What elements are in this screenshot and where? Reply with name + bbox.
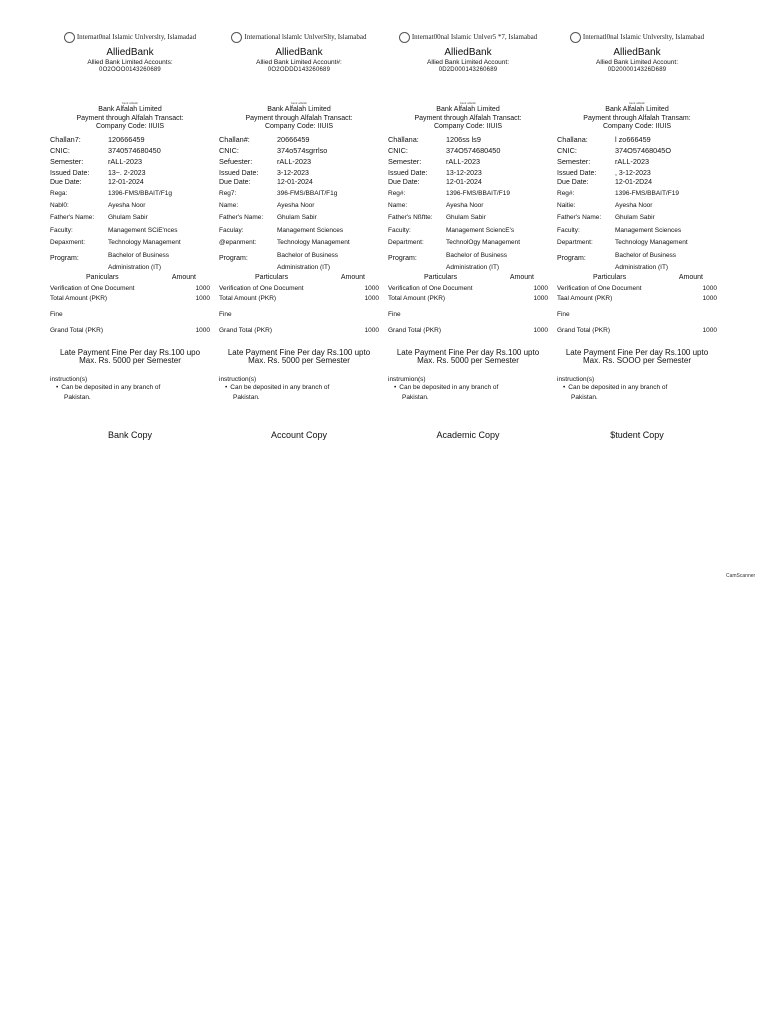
fee-line-item xyxy=(219,284,379,294)
grand-total-line xyxy=(50,326,210,336)
fee-item-label: Verification of One Document xyxy=(219,285,304,293)
fee-item-label: Verification of One Document xyxy=(557,285,642,293)
issued-row xyxy=(219,169,379,178)
cnic-value: 374O574680450 xyxy=(446,145,501,155)
fee-table-header xyxy=(219,274,379,281)
fee-table-header xyxy=(388,274,548,281)
semester-value: rALL-2023 xyxy=(615,156,650,166)
fee-item-amount: 1000 xyxy=(533,285,548,293)
university-heading: Internat00nal Islamic Unlver5 *7, Islamabad xyxy=(388,32,548,43)
challan-label: Challan7: xyxy=(50,134,81,144)
bank-alfalah-logo: bank alfalah xyxy=(290,101,308,105)
semester-row xyxy=(388,156,548,167)
grand-total-label: Grand Total (PKR) xyxy=(557,327,610,335)
university-heading: Internat0nal Islamic Unlverslty, Islamadad xyxy=(50,32,210,43)
total-label: Total Amount (PKR) xyxy=(219,295,277,303)
challan-row xyxy=(50,134,210,145)
university-heading: International lslamlc UnlverSlty, Islamabad xyxy=(219,32,379,43)
instruction-item: • Can be deposited in any branch of Pakistan. xyxy=(56,383,161,401)
reg-value: 396-FMS/BBAIT/F1g xyxy=(277,189,338,197)
issued-label: Issued Date: xyxy=(557,170,597,178)
father-row xyxy=(50,212,210,224)
name-label: Naitie: xyxy=(557,202,576,209)
alfalah-line-3: Company Code: IIUIS xyxy=(264,123,334,130)
cnic-row xyxy=(557,145,717,156)
program-value: Bachelor of Business Administration (IT) xyxy=(108,251,170,271)
due-label: Due Date: xyxy=(388,179,420,187)
bank-alfalah-logo: bank alfalah xyxy=(628,101,646,105)
fine-line xyxy=(557,310,717,320)
late-fine-note: Late Payment Fine Per day Rs.100 upto Max. Rs. 5000 per Semester xyxy=(227,347,371,365)
due-value: 12-01-2D24 xyxy=(615,179,652,187)
father-value: Ghulam Sabir xyxy=(446,214,486,222)
account-label: Allied Bank Limited Accounts: xyxy=(87,59,173,66)
faculty-label: Faculty: xyxy=(50,226,73,234)
program-label: Program: xyxy=(388,254,417,262)
faculty-value: Management SciencE's xyxy=(446,226,515,234)
department-row xyxy=(50,236,210,248)
amount-header: Amount xyxy=(509,273,534,281)
alfalah-line-2: Payment through Alfalah Transact: xyxy=(245,114,353,122)
grand-total-amount: 1000 xyxy=(364,327,379,335)
grand-total-line xyxy=(557,326,717,336)
challan-copy xyxy=(219,30,379,440)
grand-total-label: Grand Total (PKR) xyxy=(219,327,272,335)
program-label: Program: xyxy=(557,254,586,262)
challan-copy xyxy=(557,30,717,440)
department-row xyxy=(388,236,548,248)
instruction-item: • Can be deposited in any branch of Pakistan. xyxy=(394,383,499,401)
father-value: Ghulam Sabir xyxy=(277,214,317,222)
account-label: Allied Bank Limited Account#: xyxy=(256,59,342,66)
faculty-label: Faculty: xyxy=(388,226,411,234)
due-row xyxy=(388,178,548,187)
father-label: Father's Name: xyxy=(219,214,264,222)
due-label: Due Date: xyxy=(219,179,251,187)
program-row xyxy=(557,250,717,274)
faculty-value: Management SCiE'nces xyxy=(108,226,178,234)
reg-row xyxy=(557,187,717,199)
grand-total-line xyxy=(219,326,379,336)
alfalah-block xyxy=(219,106,379,132)
fee-line-item xyxy=(50,284,210,294)
name-row xyxy=(557,199,717,211)
issued-label: Issued Date: xyxy=(219,170,259,178)
name-row xyxy=(219,199,379,211)
bullet-icon: • xyxy=(563,383,566,391)
reg-row xyxy=(50,187,210,199)
alfalah-line-3: Company Code: IIUIS xyxy=(95,123,165,130)
account-label: Allied Bank Limited Account: xyxy=(426,59,510,66)
bullet-icon: • xyxy=(394,383,397,391)
fine-line xyxy=(219,310,379,320)
fine-line xyxy=(388,310,548,320)
challan-label: Chällana: xyxy=(388,134,419,144)
faculty-label: Faculty: xyxy=(557,226,580,234)
semester-label: Semester: xyxy=(557,156,591,166)
challan-value: 20666459 xyxy=(277,134,310,144)
father-row xyxy=(219,212,379,224)
alfalah-line-2: Payment through Alfalah Transact: xyxy=(76,114,184,122)
department-value: Technology Management xyxy=(108,238,181,246)
semester-row xyxy=(219,156,379,167)
fee-line-item xyxy=(388,284,548,294)
university-crest-icon xyxy=(570,32,581,43)
faculty-label: Faculay: xyxy=(219,226,244,234)
instructions-label: instruction(s) xyxy=(557,375,595,383)
name-value: Ayesha Noor xyxy=(615,202,653,209)
fine-label: Fine xyxy=(219,311,232,319)
father-row xyxy=(557,212,717,224)
challan-fields xyxy=(557,134,717,274)
father-label: Father's Name: xyxy=(557,214,602,222)
alfalah-line-1: Bank Alfalah Limited xyxy=(605,106,669,113)
reg-row xyxy=(388,187,548,199)
late-fine-note: Late Payment Fine Per day Rs.100 upto Max. Rs. SOOO per Semester xyxy=(565,347,709,365)
cnic-label: CNIC: xyxy=(388,145,408,155)
amount-header: Amount xyxy=(678,273,703,281)
fee-item-amount: 1000 xyxy=(195,285,210,293)
challan-label: Challan#: xyxy=(219,134,250,144)
fee-item-label: Verificafion of One Document xyxy=(388,285,473,293)
challan-row xyxy=(557,134,717,145)
issued-label: Issued Date: xyxy=(388,170,428,178)
grand-total-amount: 1000 xyxy=(702,327,717,335)
issued-value: 13~. 2-2023 xyxy=(108,170,146,178)
challan-value: l zo666459 xyxy=(615,134,651,144)
fine-line xyxy=(50,310,210,320)
issued-value: , 3-12-2023 xyxy=(615,170,651,178)
total-line xyxy=(388,294,548,304)
department-label: @epanment: xyxy=(219,238,257,246)
late-fine-note: Late Payment Fine Per day Rs.100 upto Max. Rs. 5000 per Semester xyxy=(396,347,540,365)
particulars-header: Particulars xyxy=(424,273,458,281)
alfalah-line-1: Bank Alfalah Limited xyxy=(436,106,500,113)
department-label: Department: xyxy=(557,238,593,246)
name-value: Ayesha Noor xyxy=(277,202,315,209)
total-amount: 1000 xyxy=(702,295,717,303)
alfalah-block xyxy=(557,106,717,132)
name-label: Nabl0: xyxy=(50,202,69,209)
total-amount: 1000 xyxy=(533,295,548,303)
amount-header: Amount xyxy=(340,273,365,281)
department-label: Department: xyxy=(388,238,424,246)
challan-copy xyxy=(50,30,210,440)
semester-label: Semester: xyxy=(50,156,84,166)
challan-copy xyxy=(388,30,548,440)
reg-label: Reg7: xyxy=(219,189,237,197)
account-number: 0D2000014326D689 xyxy=(607,67,667,73)
alfalah-line-2: Payment through Alfalah Transam: xyxy=(583,114,691,122)
alfalah-line-1: Bank Alfalah Limited xyxy=(98,106,162,113)
semester-row xyxy=(557,156,717,167)
instructions-label: instruction(s) xyxy=(219,375,257,383)
alfalah-line-2: Payment through Alfalah Transact: xyxy=(414,114,522,122)
department-label: Depaxment: xyxy=(50,238,86,246)
cnic-row xyxy=(50,145,210,156)
faculty-row xyxy=(50,224,210,236)
challan-fields xyxy=(219,134,379,274)
alfalah-line-3: Company Code: IIUIS xyxy=(602,123,672,130)
cnic-row xyxy=(219,145,379,156)
due-value: 12-01-2024 xyxy=(446,179,482,187)
department-value: Technology Management xyxy=(615,238,688,246)
fee-item-label: Verification of One Document xyxy=(50,285,135,293)
faculty-row xyxy=(557,224,717,236)
issued-row xyxy=(388,169,548,178)
late-fine-note: Late Payment Fine Per day Rs.100 upo Max. Rs. 5000 per Semester xyxy=(59,347,201,365)
cnic-label: CNIC: xyxy=(219,145,239,155)
fee-item-amount: 1000 xyxy=(364,285,379,293)
program-row xyxy=(50,250,210,274)
semester-label: Sefuester: xyxy=(219,156,253,166)
copy-title: Bank Copy xyxy=(107,429,153,440)
reg-label: Reg#: xyxy=(557,189,575,197)
challan-value: 120666459 xyxy=(108,134,145,144)
challan-label: Challana: xyxy=(557,134,588,144)
amount-header: Amount xyxy=(171,273,196,281)
program-row xyxy=(388,250,548,274)
program-row xyxy=(219,250,379,274)
instructions-label: instrumion(s) xyxy=(388,375,426,383)
fine-label: Fine xyxy=(50,311,63,319)
semester-value: rALL-2023 xyxy=(277,156,312,166)
department-row xyxy=(557,236,717,248)
instruction-item: • Can be deposited in any branch of Pakistan. xyxy=(225,383,330,401)
copy-title: Account Copy xyxy=(270,429,328,440)
bank-name: AlliedBank xyxy=(613,47,661,58)
grand-total-amount: 1000 xyxy=(533,327,548,335)
instructions-label: instruction(s) xyxy=(50,375,88,383)
name-row xyxy=(388,199,548,211)
total-amount: 1000 xyxy=(364,295,379,303)
account-number: 0D2D000143260689 xyxy=(438,67,498,73)
scanner-watermark: CamScanner xyxy=(726,573,756,579)
program-label: Program: xyxy=(50,254,79,262)
semester-value: rALL-2023 xyxy=(446,156,481,166)
department-value: Technology Management xyxy=(277,238,350,246)
alfalah-block xyxy=(388,106,548,132)
grand-total-label: Grand Total (PKR) xyxy=(50,327,103,335)
issued-label: Issued Date: xyxy=(50,170,90,178)
particulars-header: Paniculars xyxy=(86,273,119,281)
account-label: Allied Bank Limited Account: xyxy=(595,59,679,66)
program-label: Program: xyxy=(219,254,248,262)
cnic-value: 374o574sgrrlso xyxy=(277,145,328,155)
challan-row xyxy=(388,134,548,145)
department-value: TechnolOgy Management xyxy=(446,238,521,246)
particulars-header: Particulars xyxy=(593,273,627,281)
faculty-value: Management Sciences xyxy=(277,226,344,234)
due-row xyxy=(50,178,210,187)
reg-label: Rega: xyxy=(50,189,68,197)
university-crest-icon xyxy=(399,32,410,43)
cnic-label: CNIC: xyxy=(50,145,70,155)
bank-name: AlliedBank xyxy=(275,47,323,58)
due-value: 12-01-2024 xyxy=(108,179,144,187)
father-label: Father's Name: xyxy=(50,214,95,222)
semester-label: Semester: xyxy=(388,156,422,166)
challan-value: 1206ss ls9 xyxy=(446,134,481,144)
reg-value: 1396-FMS/BBAIT/F1g xyxy=(108,189,172,197)
faculty-value: Management Sciences xyxy=(615,226,682,234)
due-label: Due Date: xyxy=(50,179,82,187)
due-value: 12-01-2024 xyxy=(277,179,313,187)
particulars-header: Particulars xyxy=(255,273,289,281)
name-label: Name: xyxy=(219,202,239,209)
fee-item-amount: 1000 xyxy=(702,285,717,293)
challan-fields xyxy=(388,134,548,274)
father-value: Ghulam Sabir xyxy=(108,214,148,222)
copy-title: $tudent Copy xyxy=(610,429,664,440)
account-number: 0O2OOO0143260689 xyxy=(99,67,161,73)
total-label: Taal Amount (PKR) xyxy=(557,295,613,303)
father-value: Ghulam Sabir xyxy=(615,214,655,222)
alfalah-block xyxy=(50,106,210,132)
bank-alfalah-logo: bank alfalah xyxy=(459,101,477,105)
issued-value: 13-12-2023 xyxy=(446,170,482,178)
bank-alfalah-logo: bank alfalah xyxy=(121,101,139,105)
cnic-label: CNIC: xyxy=(557,145,577,155)
program-value: Bachelor of Business Administration (IT) xyxy=(446,251,508,271)
total-line xyxy=(219,294,379,304)
department-row xyxy=(219,236,379,248)
due-label: Due Date: xyxy=(557,179,589,187)
program-value: Bachelor of Business Administration (IT) xyxy=(615,251,677,271)
fee-line-item xyxy=(557,284,717,294)
cnic-row xyxy=(388,145,548,156)
fine-label: Fine xyxy=(388,311,401,319)
total-line xyxy=(557,294,717,304)
challan-row xyxy=(219,134,379,145)
fee-table-header xyxy=(557,274,717,281)
reg-value: 1396-FMS/BBAIT/F19 xyxy=(446,189,510,197)
grand-total-amount: 1000 xyxy=(195,327,210,335)
program-value: Bachelor of Business Administration (IT) xyxy=(277,251,339,271)
bullet-icon: • xyxy=(225,383,228,391)
bank-name: AlliedBank xyxy=(444,47,492,58)
university-crest-icon xyxy=(64,32,75,43)
reg-value: 1396-FMS/BBAIT/F19 xyxy=(615,189,679,197)
cnic-value: 3740574680450 xyxy=(108,145,161,155)
alfalah-line-3: Company Code: IIUIS xyxy=(433,123,503,130)
name-label: Name: xyxy=(388,202,408,209)
total-line xyxy=(50,294,210,304)
bank-name: AlliedBank xyxy=(106,47,154,58)
reg-label: Reg#: xyxy=(388,189,406,197)
due-row xyxy=(557,178,717,187)
university-crest-icon xyxy=(231,32,242,43)
name-value: Ayesha Noor xyxy=(108,202,146,209)
account-number: 0O2ODDD143260689 xyxy=(267,67,331,73)
challan-fields xyxy=(50,134,210,274)
bullet-icon: • xyxy=(56,383,59,391)
instruction-item: • Can be deposited in any branch of Pakistan. xyxy=(563,383,668,401)
total-label: Total Amount (PKR) xyxy=(388,295,446,303)
total-label: Total Amount (PKR) xyxy=(50,295,108,303)
reg-row xyxy=(219,187,379,199)
grand-total-label: Grand Total (PKR) xyxy=(388,327,441,335)
cnic-value: 374O57468045O xyxy=(615,145,671,155)
alfalah-line-1: Bank Alfalah Limited xyxy=(267,106,331,113)
grand-total-line xyxy=(388,326,548,336)
issued-row xyxy=(557,169,717,178)
issued-value: 3-12-2023 xyxy=(277,170,309,178)
faculty-row xyxy=(219,224,379,236)
name-value: Ayesha Noor xyxy=(446,202,484,209)
semester-row xyxy=(50,156,210,167)
total-amount: 1000 xyxy=(195,295,210,303)
fee-table-header xyxy=(50,274,210,281)
semester-value: rALL-2023 xyxy=(108,156,143,166)
father-label: Father's Nßftte: xyxy=(388,214,433,222)
name-row xyxy=(50,199,210,211)
university-heading: Internatl0nal Islamic Unlverslty, Islamabad xyxy=(557,32,717,43)
faculty-row xyxy=(388,224,548,236)
copy-title: Academic Copy xyxy=(436,429,500,440)
due-row xyxy=(219,178,379,187)
father-row xyxy=(388,212,548,224)
fine-label: Fine xyxy=(557,311,570,319)
issued-row xyxy=(50,169,210,178)
